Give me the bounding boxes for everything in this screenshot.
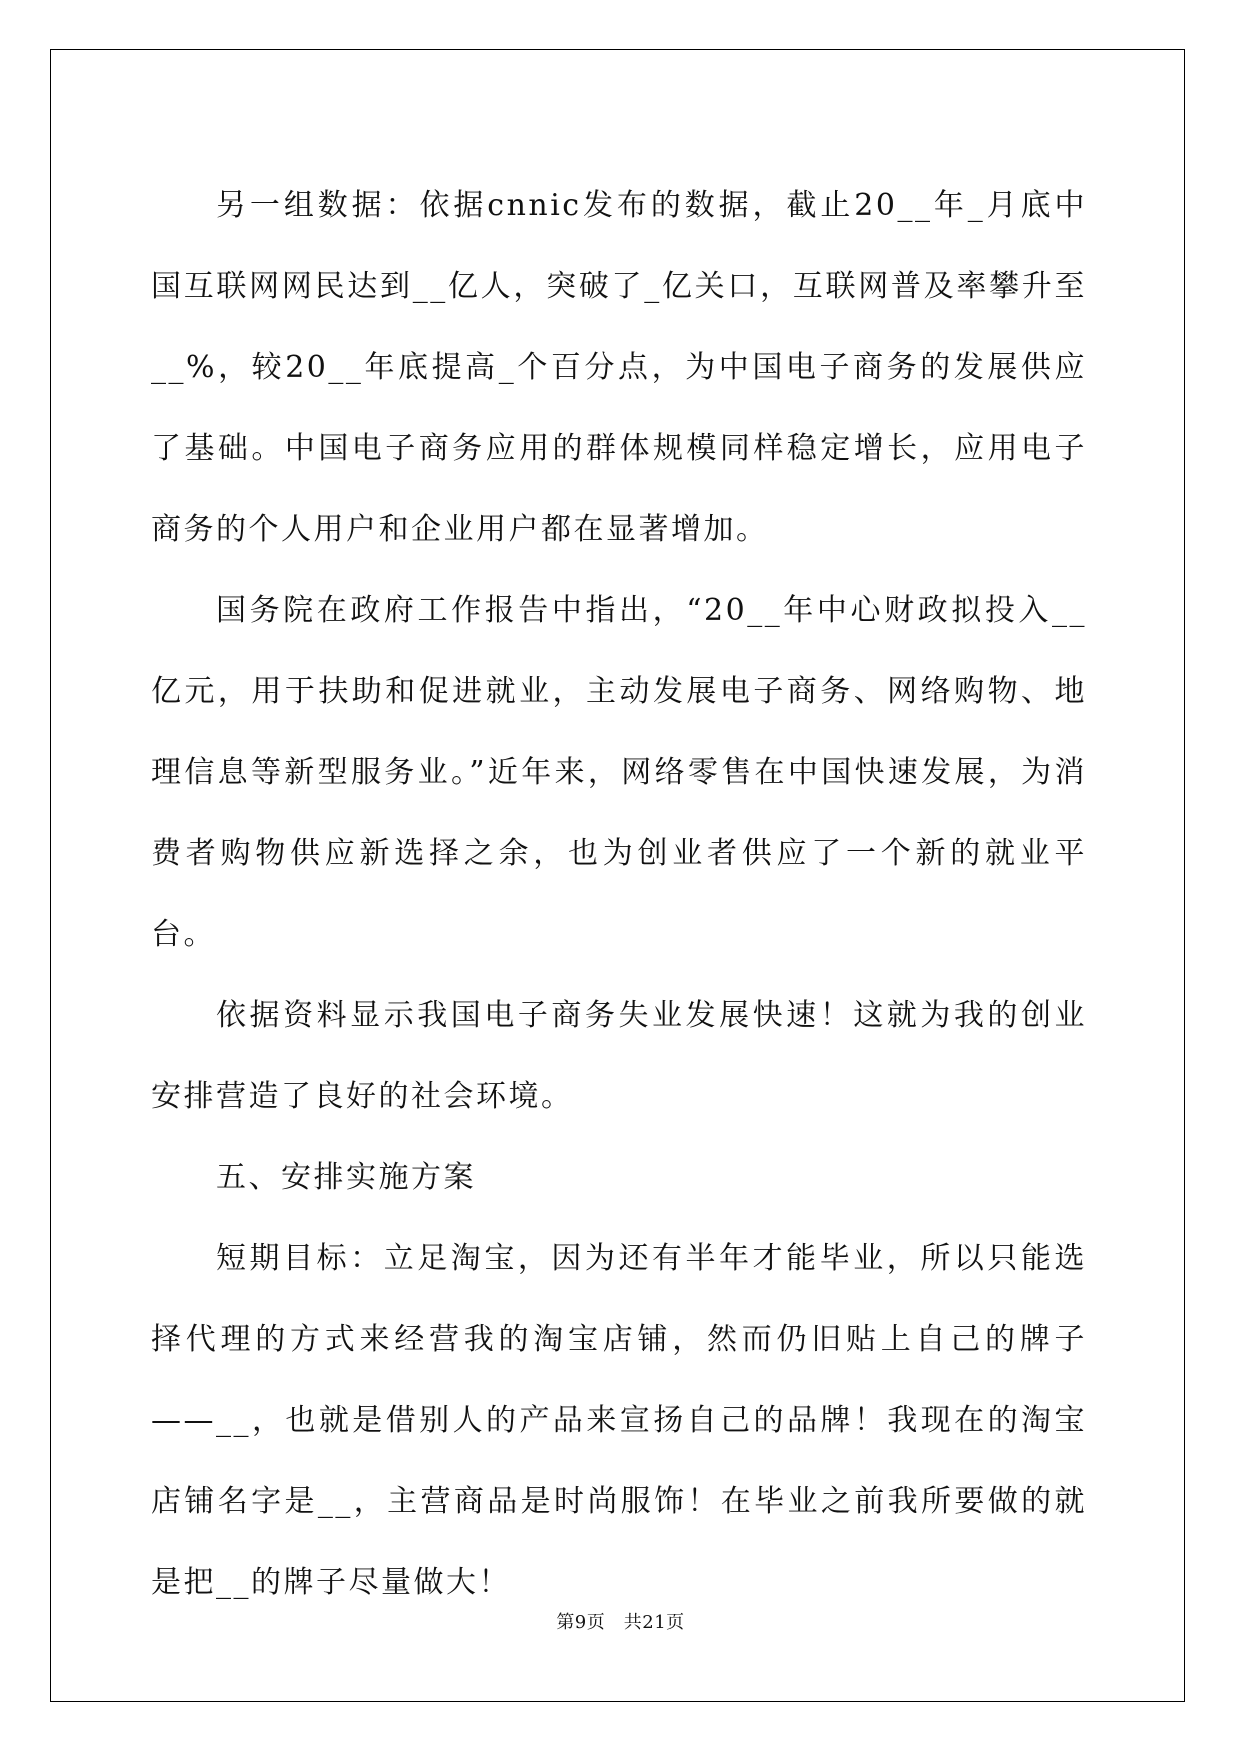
document-body: [151, 165, 1087, 1623]
page-number-footer: 第9页 共21页: [556, 1612, 685, 1633]
section-heading-implementation-plan: 五、安排实施方案: [216, 1160, 476, 1195]
paragraph-internet-data: 另一组数据：依据cnnic发布的数据，截止20__年_月底中国互联网网民达到__亿人，突破了_亿关口，互联网普及率攀升至__%，较20__年底提高_个百分点，为中国电子商务的发展供应了基础。中国电子商务应用的群体规模同样稳定增长，应用电子商务的个人用户和企业用户都在显著增加。: [151, 188, 1087, 547]
paragraph-short-term-goal: 短期目标：立足淘宝，因为还有半年才能毕业，所以只能选择代理的方式来经营我的淘宝店铺，然而仍旧贴上自己的牌子——__，也就是借别人的产品来宣扬自己的品牌！我现在的淘宝店铺名字是__，主营商品是时尚服饰！在毕业之前我所要做的就是把__的牌子尽量做大！: [151, 1241, 1087, 1600]
paragraph-government-report: 国务院在政府工作报告中指出，“20__年中心财政拟投入__亿元，用于扶助和促进就业，主动发展电子商务、网络购物、地理信息等新型服务业。”近年来，网络零售在中国快速发展，为消费者购物供应新选择之余，也为创业者供应了一个新的就业平台。: [151, 593, 1087, 952]
paragraph-data-summary: 依据资料显示我国电子商务失业发展快速！这就为我的创业安排营造了良好的社会环境。: [151, 998, 1087, 1114]
